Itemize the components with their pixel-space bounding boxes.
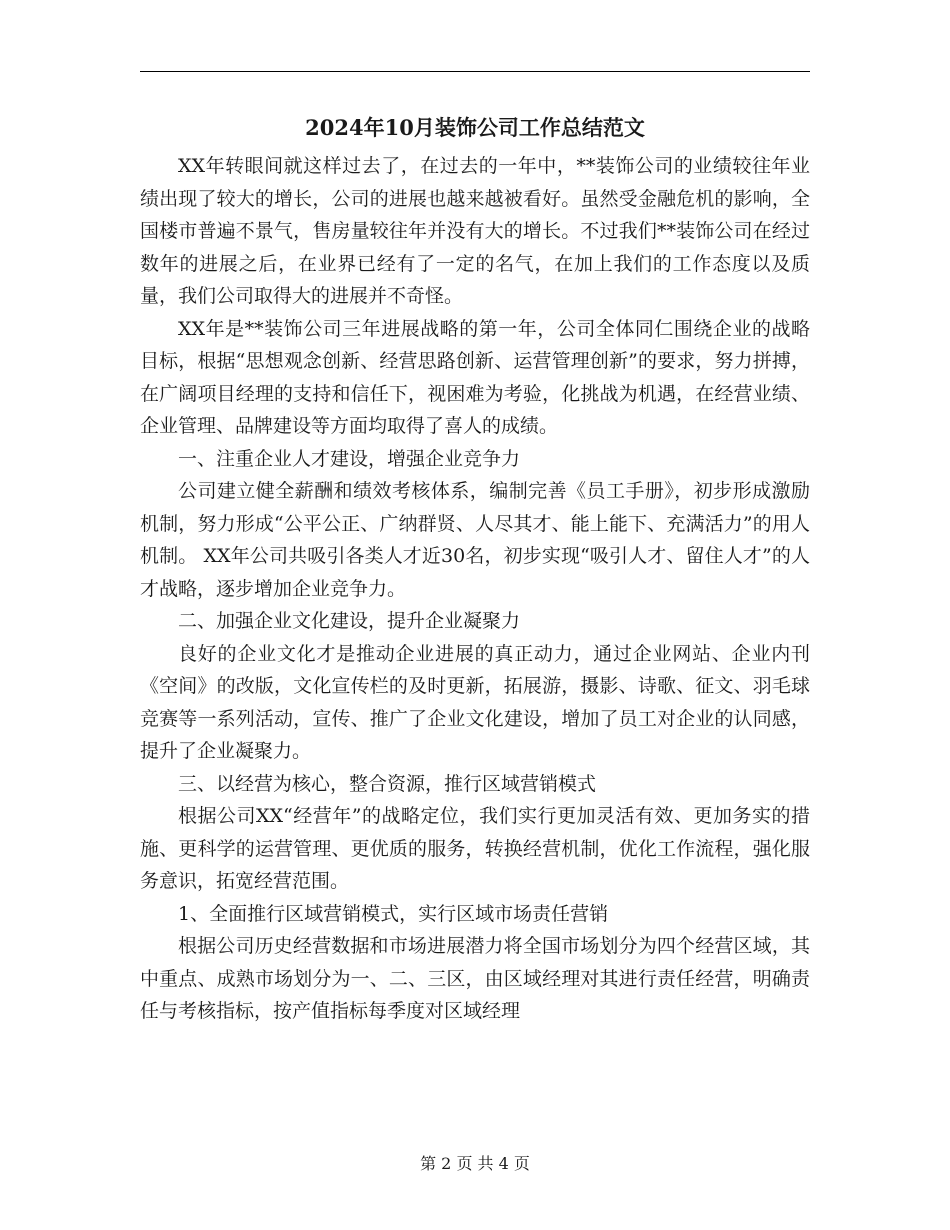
- paragraph-operations: 根据公司XX“经营年”的战略定位，我们实行更加灵活有效、更加务实的措施、更科学的运营管理、更优质的服务，转换经营机制，优化工作流程，强化服务意识，拓宽经营范围。: [140, 805, 810, 892]
- paragraph-culture: 良好的企业文化才是推动企业进展的真正动力，通过企业网站、企业内刊《空间》的改版，文化宣传栏的及时更新，拓展游，摄影、诗歌、征文、羽毛球竞赛等一系列活动，宣传、推广了企业文化建设，增加了员工对企业的认同感，提升了企业凝聚力。: [140, 642, 810, 762]
- paragraph-talent: 公司建立健全薪酬和绩效考核体系，编制完善《员工手册》，初步形成激励机制，努力形成“公平公正、广纳群贤、人尽其才、能上能下、充满活力”的用人机制。 XX年公司共吸引各类人才近30名，初步实现“吸引人才、留住人才”的人才战略，逐步增加企业竞争力。: [140, 480, 810, 600]
- paragraph-strategy: XX年是**装饰公司三年进展战略的第一年，公司全体同仁围绕企业的战略目标，根据“思想观念创新、经营思路创新、运营管理创新”的要求，努力拼搏，在广阔项目经理的支持和信任下，视困难为考验，化挑战为机遇，在经营业绩、企业管理、品牌建设等方面均取得了喜人的成绩。: [140, 317, 810, 437]
- subsection-heading-regional: 1、全面推行区域营销模式，实行区域市场责任营销: [178, 902, 609, 925]
- paragraph-intro: XX年转眼间就这样过去了，在过去的一年中，**装饰公司的业绩较往年业绩出现了较大的增长，公司的进展也越来越被看好。虽然受金融危机的影响，全国楼市普遍不景气，售房量较往年并没有大的增长。不过我们**装饰公司在经过数年的进展之后，在业界已经有了一定的名气，在加上我们的工作态度以及质量，我们公司取得大的进展并不奇怪。: [140, 155, 810, 307]
- section-heading-culture: 二、加强企业文化建设，提升企业凝聚力: [178, 610, 521, 632]
- header-rule: [140, 71, 810, 72]
- section-heading-talent: 一、注重企业人才建设，增强企业竞争力: [178, 447, 521, 470]
- paragraph-regional: 根据公司历史经营数据和市场进展潜力将全国市场划分为四个经营区域，其中重点、成熟市场划分为一、二、三区，由区域经理对其进行责任经营，明确责任与考核指标，按产值指标每季度对区域经理: [140, 935, 810, 1022]
- section-heading-operations: 三、以经营为核心，整合资源，推行区域营销模式: [178, 772, 597, 795]
- page-number-footer: 第 2 页 共 4 页: [420, 1154, 530, 1173]
- document-body: [140, 150, 810, 1028]
- document-title: 2024年10月装饰公司工作总结范文: [305, 115, 645, 140]
